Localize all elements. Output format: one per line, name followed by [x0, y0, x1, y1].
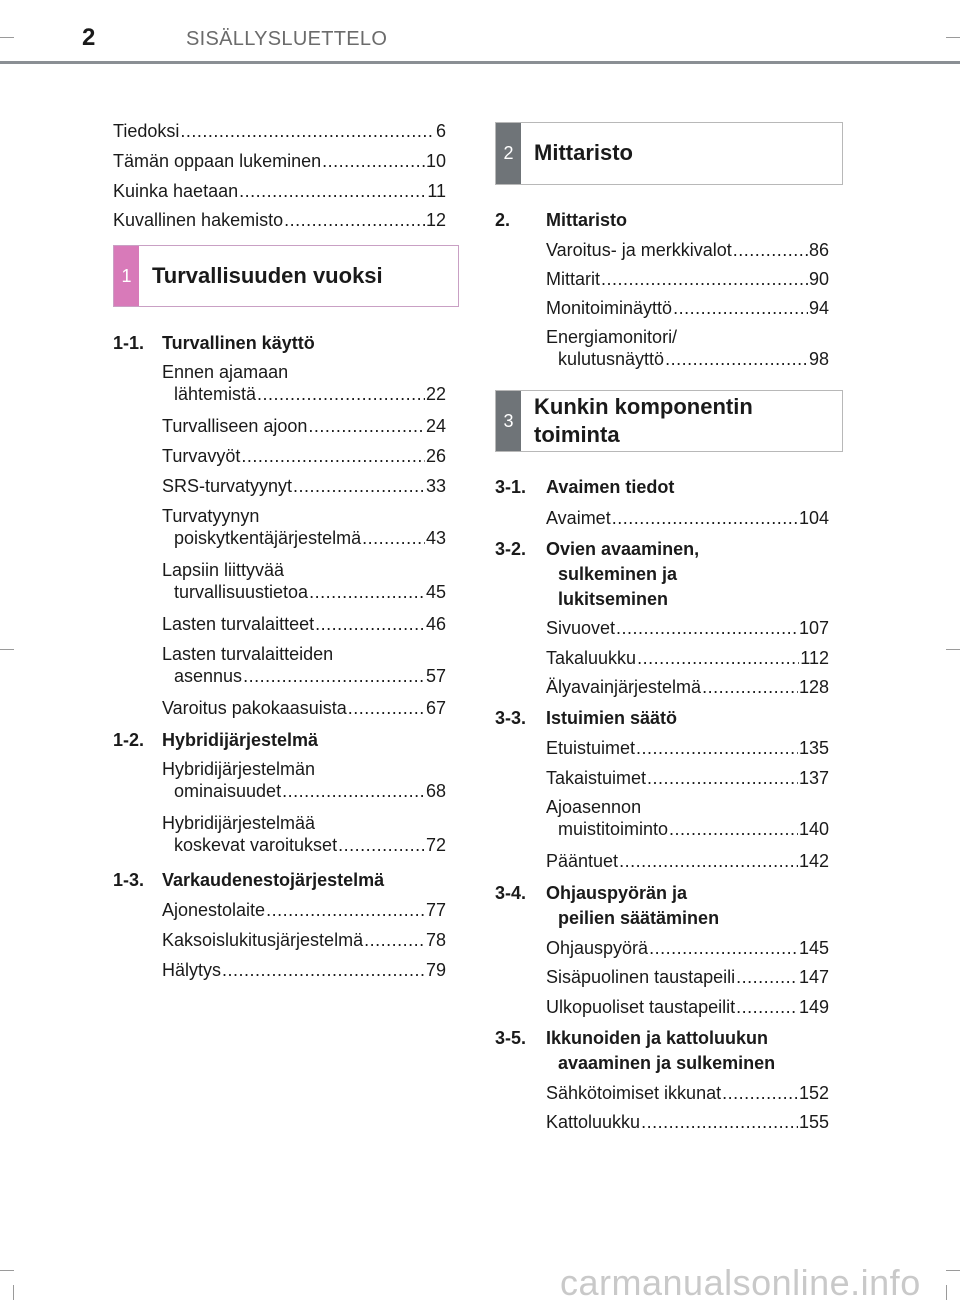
crop-mark	[0, 1270, 14, 1271]
toc-entry[interactable]: Turvavyöt ..... 26	[162, 445, 446, 467]
toc-entry[interactable]: Turvatyynyn poiskytkentäjärjestelmä ..... 43	[162, 505, 446, 549]
toc-entry[interactable]: Kuvallinen hakemisto ..... 12	[113, 209, 446, 231]
toc-entry[interactable]: Monitoiminäyttö ..... 94	[546, 297, 829, 319]
page-number: 2	[82, 24, 96, 51]
toc-entry[interactable]: Hybridijärjestelmän ominaisuudet ..... 68	[162, 758, 446, 802]
chapter-box-1[interactable]	[113, 245, 459, 307]
section-heading[interactable]: 1-1. Turvallinen käyttö	[113, 333, 315, 353]
toc-entry[interactable]: Varoitus- ja merkkivalot ..... 86	[546, 239, 829, 261]
toc-entry[interactable]: SRS-turvatyynyt ..... 33	[162, 475, 446, 497]
chapter-tab: 2	[496, 123, 521, 184]
chapter-title: Kunkin komponentin toiminta	[534, 394, 753, 447]
chapter-tab: 3	[496, 391, 521, 451]
toc-entry[interactable]: Ulkopuoliset taustapeilit ..... 149	[546, 996, 829, 1018]
toc-entry[interactable]: Varoitus pakokaasuista ..... 67	[162, 697, 446, 719]
toc-entry[interactable]: Sivuovet ..... 107	[546, 617, 829, 639]
crop-mark	[0, 649, 14, 650]
toc-entry[interactable]: Etuistuimet ..... 135	[546, 737, 829, 759]
watermark: carmanualsonline.info	[560, 1262, 921, 1303]
section-heading[interactable]: 3-2. Ovien avaaminen, sulkeminen ja lukitseminen	[495, 539, 700, 609]
toc-entry[interactable]: Hybridijärjestelmää koskevat varoitukset ..... 72	[162, 812, 446, 856]
toc-entry[interactable]: Lasten turvalaitteiden asennus ..... 57	[162, 643, 446, 687]
toc-entry[interactable]: Kattoluukku ..... 155	[546, 1111, 829, 1133]
toc-entry[interactable]: Turvalliseen ajoon ..... 24	[162, 415, 446, 437]
crop-mark	[946, 1285, 947, 1300]
header-rule	[0, 61, 960, 64]
toc-entry[interactable]: Ohjauspyörä ..... 145	[546, 937, 829, 959]
toc-entry[interactable]: Ajonestolaite ..... 77	[162, 899, 446, 921]
crop-mark	[946, 1270, 960, 1271]
section-heading[interactable]: 1-3. Varkaudenestojärjestelmä	[113, 870, 385, 890]
section-heading[interactable]: 3-4. Ohjauspyörän ja peilien säätäminen	[495, 883, 720, 928]
section-heading[interactable]: 3-5. Ikkunoiden ja kattoluukun avaaminen ja sulkeminen	[495, 1028, 776, 1073]
chapter-title: Turvallisuuden vuoksi	[152, 263, 383, 288]
toc-entry[interactable]: Kaksoislukitusjärjestelmä ..... 78	[162, 929, 446, 951]
toc-entry[interactable]: Energiamonitori/ kulutusnäyttö ..... 98	[546, 326, 829, 370]
chapter-box-2[interactable]	[495, 122, 843, 185]
toc-entry[interactable]: Tiedoksi ..... 6	[113, 120, 446, 142]
section-heading[interactable]: 3-3. Istuimien säätö	[495, 708, 678, 728]
chapter-box-3[interactable]	[495, 390, 843, 452]
toc-entry[interactable]: Lapsiin liittyvää turvallisuustietoa ..... 45	[162, 559, 446, 603]
toc-entry[interactable]: Lasten turvalaitteet ..... 46	[162, 613, 446, 635]
toc-entry[interactable]: Takaistuimet ..... 137	[546, 767, 829, 789]
toc-entry[interactable]: Avaimet ..... 104	[546, 507, 829, 529]
toc-entry[interactable]: Ennen ajamaan lähtemistä ..... 22	[162, 361, 446, 405]
toc-entry[interactable]: Hälytys ..... 79	[162, 959, 446, 981]
toc-entry[interactable]: Kuinka haetaan ..... 11	[113, 180, 446, 202]
section-heading[interactable]: 3-1. Avaimen tiedot	[495, 477, 675, 497]
chapter-tab: 1	[114, 246, 139, 306]
crop-mark	[946, 649, 960, 650]
toc-entry[interactable]: Ajoasennon muistitoiminto ..... 140	[546, 796, 829, 840]
toc-entry[interactable]: Sähkötoimiset ikkunat ..... 152	[546, 1082, 829, 1104]
chapter-title: Mittaristo	[534, 140, 633, 165]
page-title: SISÄLLYSLUETTELO	[186, 28, 388, 50]
toc-entry[interactable]: Takaluukku ..... 112	[546, 647, 829, 669]
toc-entry[interactable]: Pääntuet ..... 142	[546, 850, 829, 872]
crop-mark	[13, 1285, 14, 1300]
toc-entry[interactable]: Sisäpuolinen taustapeili ..... 147	[546, 966, 829, 988]
toc-entry[interactable]: Tämän oppaan lukeminen ..... 10	[113, 150, 446, 172]
section-heading[interactable]: 1-2. Hybridijärjestelmä	[113, 730, 319, 750]
toc-entry[interactable]: Älyavainjärjestelmä ..... 128	[546, 676, 829, 698]
section-heading[interactable]: 2. Mittaristo	[495, 210, 627, 230]
toc-entry[interactable]: Mittarit ..... 90	[546, 268, 829, 290]
page-header	[0, 0, 960, 64]
